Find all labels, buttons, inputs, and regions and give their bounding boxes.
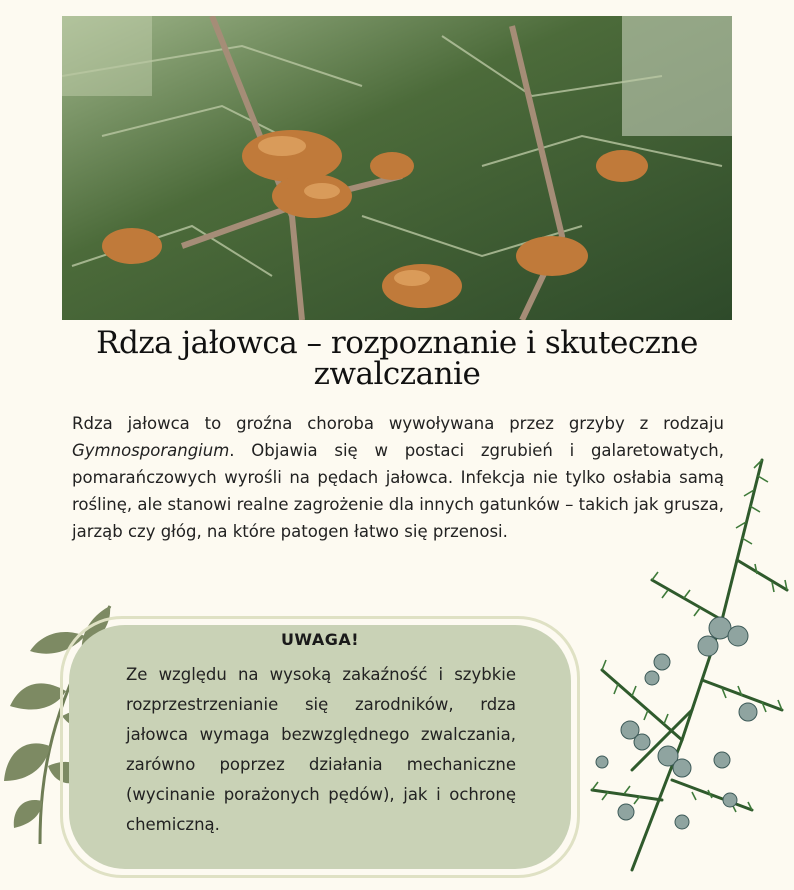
intro-text-start: Rdza jałowca to groźna choroba wywoływana przez grzyby z rodzaju xyxy=(72,414,724,433)
intro-text-end: . Objawia się w postaci zgrubień i galaretowatych, pomarańczowych wyrośli na pędach jałowca. Infekcja nie tylko osłabia samą roślinę, ale stanowi realne zagrożenie dla innych gatunków – takich jak grusza, jarząb czy głóg, na które patogen łatwo się przenosi. xyxy=(72,441,724,541)
juniper-branch-illustration xyxy=(572,440,794,880)
warning-title: UWAGA! xyxy=(280,630,360,649)
juniper-rust-photo xyxy=(62,16,732,320)
warning-text: Ze względu na wysoką zakaźność i szybkie rozprzestrzenianie się zarodników, rdza jałowca wymaga bezwzględnego zwalczania, zarówno poprzez działania mechaniczne (wycinanie porażonych pędów), jak i ochronę chemiczną. xyxy=(126,665,516,834)
page-title: Rdza jałowca – rozpoznanie i skuteczne zwalczanie xyxy=(96,325,698,392)
genus-name: Gymnosporangium xyxy=(72,441,230,460)
